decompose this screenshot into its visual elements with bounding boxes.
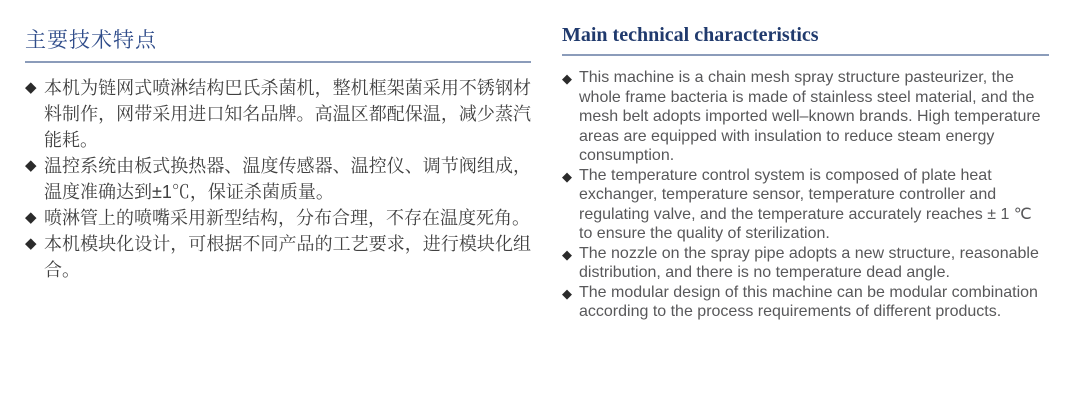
feature-text: 喷淋管上的喷嘴采用新型结构，分布合理，不存在温度死角。 (44, 208, 530, 228)
feature-text: This machine is a chain mesh spray structure pasteurizer, the whole frame bacteria is made of stainless steel material, and the mesh belt adopts imported well–known brands. High temperature areas are equipped with insulation to reduce steam energy consumption. (579, 69, 1041, 164)
diamond-bullet-icon: ◆ (562, 168, 572, 184)
chinese-section (25, 24, 531, 283)
list-item (562, 283, 1049, 322)
feature-text: 温控系统由板式换热器、温度传感器、温控仪、调节阀组成，温度准确达到±1℃，保证杀菌质量。 (44, 156, 531, 202)
english-section (562, 24, 1049, 322)
feature-text: The modular design of this machine can be modular combination according to the process requirements of different products. (579, 283, 1038, 320)
list-item (25, 75, 531, 153)
title-underline-rule (562, 54, 1049, 56)
feature-text: 本机为链网式喷淋结构巴氏杀菌机，整机框架菌采用不锈钢材料制作，网带采用进口知名品牌。高温区都配保温，减少蒸汽能耗。 (44, 78, 531, 150)
diamond-bullet-icon: ◆ (25, 79, 37, 96)
diamond-bullet-icon: ◆ (25, 157, 37, 174)
english-feature-list (562, 68, 1049, 322)
feature-text: 本机模块化设计，可根据不同产品的工艺要求，进行模块化组合。 (44, 234, 531, 280)
chinese-feature-list (25, 75, 531, 283)
feature-text: The temperature control system is composed of plate heat exchanger, temperature sensor, temperature controller and regulating valve, and the temperature accurately reaches ± 1 ℃ to ensure the quality of sterilization. (579, 166, 1032, 242)
title-underline-rule (25, 61, 531, 63)
diamond-bullet-icon: ◆ (562, 285, 572, 301)
list-item (25, 153, 531, 205)
list-item (562, 68, 1049, 166)
feature-text: The nozzle on the spray pipe adopts a new structure, reasonable distribution, and there is no temperature dead angle. (579, 244, 1039, 281)
diamond-bullet-icon: ◆ (562, 71, 572, 86)
diamond-bullet-icon: ◆ (25, 209, 37, 226)
list-item (25, 231, 531, 283)
chinese-section-title: 主要技术特点 (25, 29, 157, 52)
list-item (562, 244, 1049, 283)
diamond-bullet-icon: ◆ (25, 235, 37, 252)
diamond-bullet-icon: ◆ (562, 246, 572, 262)
list-item (562, 166, 1049, 244)
english-section-title: Main technical characteristics (562, 24, 819, 46)
list-item (25, 205, 531, 231)
